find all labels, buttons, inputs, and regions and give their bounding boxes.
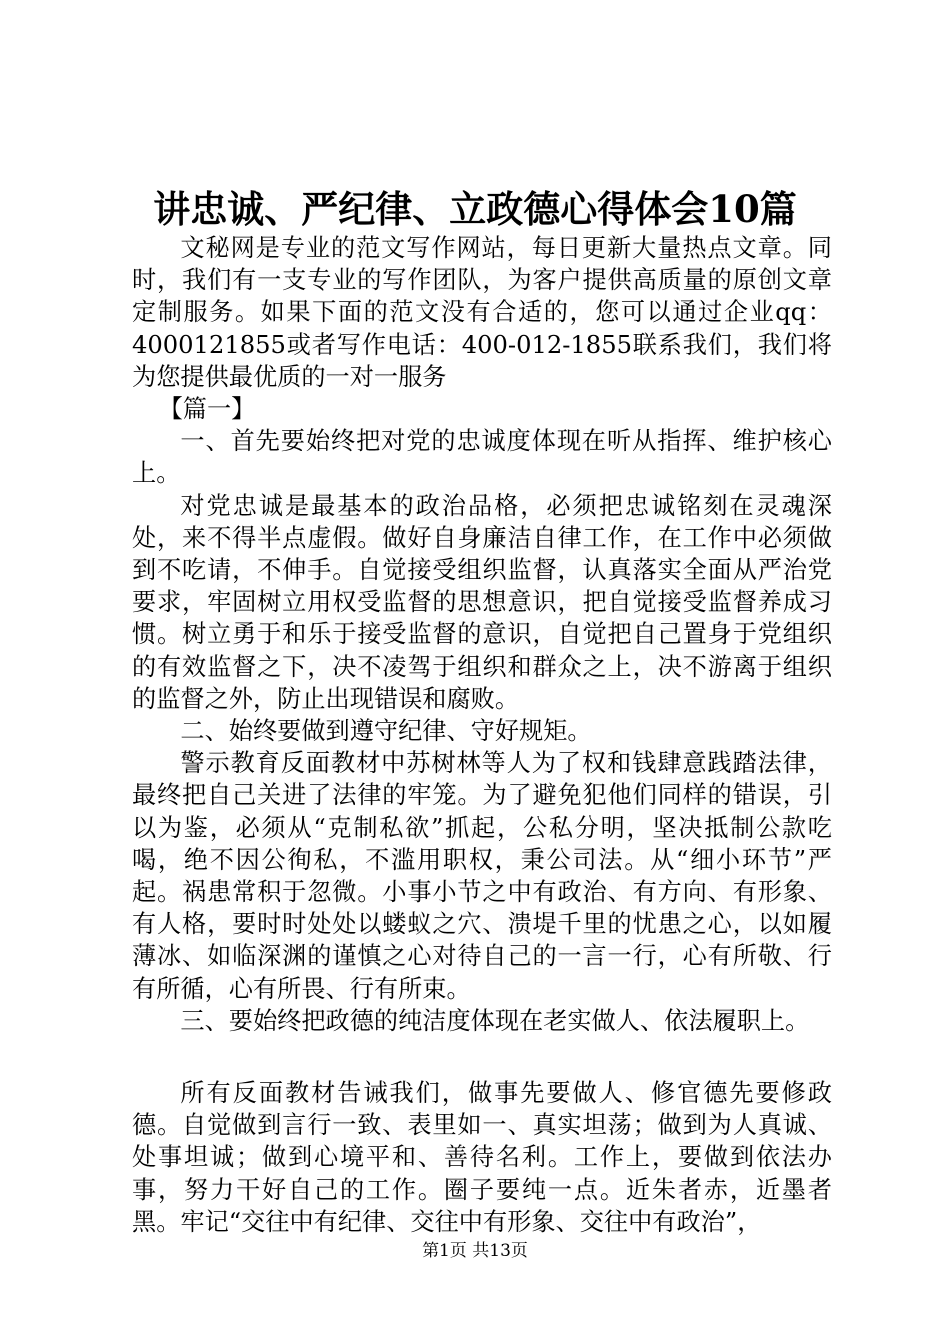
intro-paragraph: 文秘网是专业的范文写作网站，每日更新大量热点文章。同时，我们有一支专业的写作团队，为客户提供高质量的原创文章定制服务。如果下面的范文没有合适的，您可以通过企业qq：4000121855或者写作电话：400-012-1855联系我们，我们将为您提供最优质的一对一服务 [132,234,832,391]
page-number-footer: 第1页 共13页 [422,1241,528,1261]
body-paragraph: 警示教育反面教材中苏树林等人为了权和钱肆意践踏法律，最终把自己关进了法律的牢笼。为了避免犯他们同样的错误，引以为鉴，必须从“克制私欲”抓起，公私分明，坚决抵制公款吃喝，绝不因公徇私，不滥用职权，秉公司法。从“细小环节”严起。祸患常积于忽微。小事小节之中有政治、有方向、有形象、有人格，要时时处处以蝼蚁之穴、溃堤千里的忧患之心，以如履薄冰、如临深渊的谨慎之心对待自己的一言一行，心有所敬、行有所循，心有所畏、行有所束。 [132,749,832,1003]
point-three-heading: 三、要始终把政德的纯洁度体现在老实做人、依法履职上。 [180,1006,810,1035]
document-body [132,232,832,1238]
point-one-heading: 一、首先要始终把对党的忠诚度体现在听从指挥、维护核心上。 [132,427,832,488]
body-paragraph: 所有反面教材告诫我们，做事先要做人、修官德先要修政德。自觉做到言行一致、表里如一、真实坦荡；做到为人真诚、处事坦诚；做到心境平和、善待名利。工作上，要做到依法办事，努力干好自己的工作。圈子要纯一点。近朱者赤，近墨者黑。牢记“交往中有纪律、交往中有形象、交往中有政治”， [132,1079,832,1236]
section-heading-part-one: 【篇一】 [158,395,256,424]
document-title: 讲忠诚、严纪律、立政德心得体会10篇 [153,187,797,231]
body-paragraph: 对党忠诚是最基本的政治品格，必须把忠诚铭刻在灵魂深处，来不得半点虚假。做好自身廉洁自律工作，在工作中必须做到不吃请，不伸手。自觉接受组织监督，认真落实全面从严治党要求，牢固树立用权受监督的思想意识，把自觉接受监督养成习惯。树立勇于和乐于接受监督的意识，自觉把自己置身于党组织的有效监督之下，决不凌驾于组织和群众之上，决不游离于组织的监督之外，防止出现错误和腐败。 [132,491,832,713]
point-two-heading: 二、始终要做到遵守纪律、守好规矩。 [180,717,592,746]
